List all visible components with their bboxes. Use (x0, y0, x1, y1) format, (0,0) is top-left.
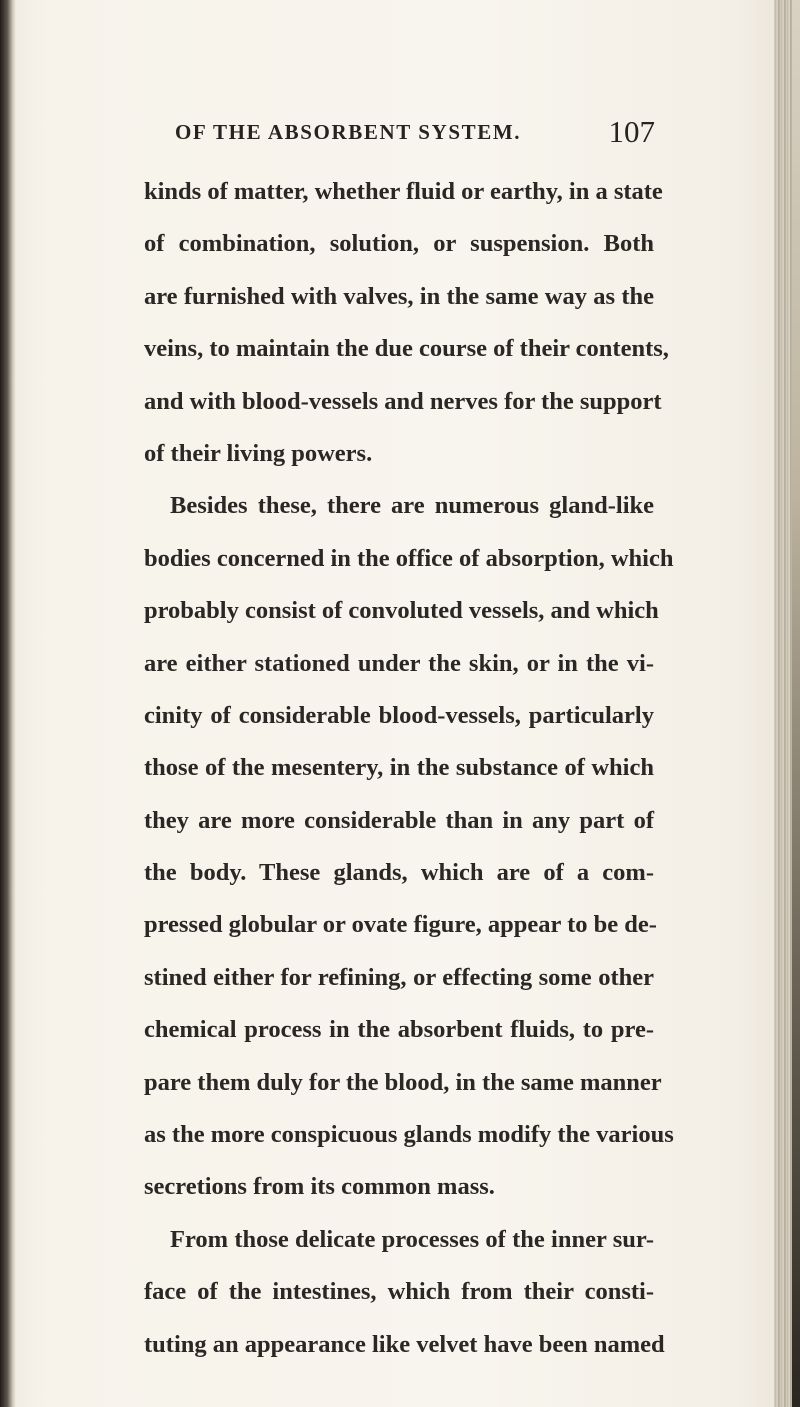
running-head (175, 114, 655, 158)
text-line: cinity of considerable blood-vessels, particularly (144, 701, 654, 729)
text-line: probably consist of convoluted vessels, and which (144, 597, 659, 625)
text-line: of their living powers. (144, 439, 373, 467)
text-line: Besides these, there are numerous gland-like (170, 492, 654, 520)
text-line: veins, to maintain the due course of their contents, (144, 335, 669, 363)
text-line: From those delicate processes of the inner sur- (170, 1225, 654, 1253)
text-line: stined either for refining, or effecting some other (144, 963, 654, 991)
text-line: face of the intestines, which from their consti- (144, 1278, 654, 1306)
text-line: bodies concerned in the office of absorption, which (144, 544, 674, 572)
page-gutter-shadow (0, 0, 16, 1407)
text-line: and with blood-vessels and nerves for the support (144, 387, 662, 415)
text-line: they are more considerable than in any part of (144, 806, 654, 834)
text-line: chemical process in the absorbent fluids, to pre- (144, 1016, 654, 1044)
page-fore-edge-shadow (792, 0, 800, 1407)
text-line: the body. These glands, which are of a com- (144, 859, 654, 887)
text-line: kinds of matter, whether fluid or earthy, in a state (144, 178, 663, 205)
text-line: secretions from its common mass. (144, 1173, 495, 1201)
text-line: those of the mesentery, in the substance of which (144, 754, 654, 782)
page-number: 107 (608, 114, 655, 149)
text-line: pare them duly for the blood, in the same manner (144, 1068, 662, 1096)
running-title: OF THE ABSORBENT SYSTEM. (175, 120, 522, 144)
text-line: are either stationed under the skin, or in the vi- (144, 649, 654, 677)
text-line: pressed globular or ovate figure, appear to be de- (144, 911, 657, 939)
body-text (144, 166, 674, 1371)
text-line: as the more conspicuous glands modify the various (144, 1121, 674, 1149)
text-line: of combination, solution, or suspension. Both (144, 230, 654, 258)
text-line: tuting an appearance like velvet have been named (144, 1330, 665, 1358)
text-line: are furnished with valves, in the same way as the (144, 282, 654, 310)
